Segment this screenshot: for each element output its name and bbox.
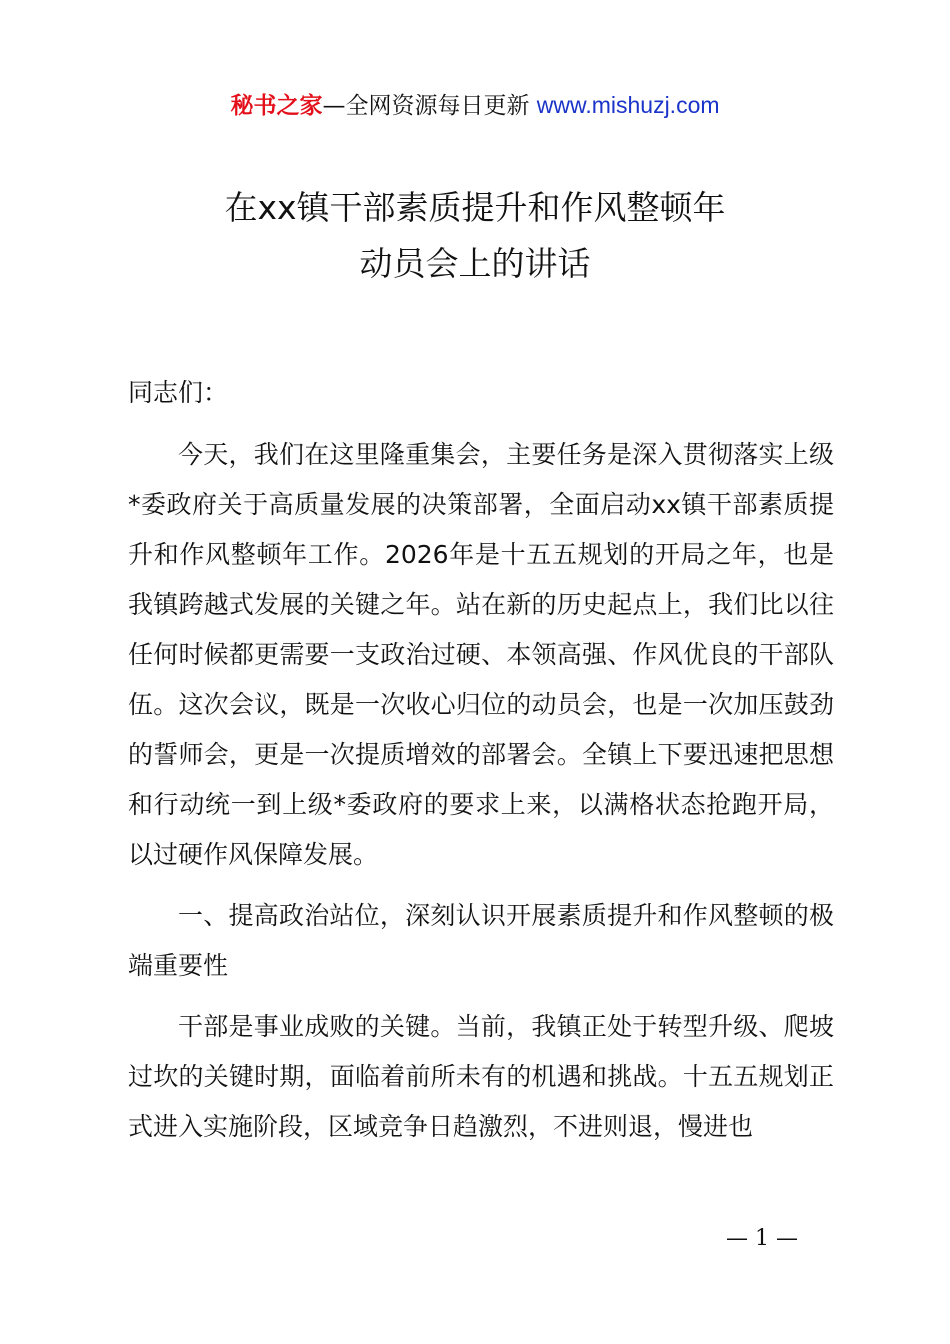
document-body bbox=[128, 368, 834, 1163]
paragraph-intro: 今天，我们在这里隆重集会，主要任务是深入贯彻落实上级*委政府关于高质量发展的决策部署，全面启动xx镇干部素质提升和作风整顿年工作。2026年是十五五规划的开局之年，也是我镇跨越式发展的关键之年。站在新的历史起点上，我们比以往任何时候都更需要一支政治过硬、本领高强、作风优良的干部队伍。这次会议，既是一次收心归位的动员会，也是一次加压鼓劲的誓师会，更是一次提质增效的部署会。全镇上下要迅速把思想和行动统一到上级*委政府的要求上来，以满格状态抢跑开局，以过硬作风保障发展。 bbox=[128, 440, 834, 869]
site-url-link[interactable]: www.mishuzj.com bbox=[536, 92, 720, 118]
page-number: — 1 — bbox=[726, 1226, 798, 1251]
site-brand: 秘书之家 bbox=[230, 93, 323, 119]
section-heading-1: 一、提高政治站位，深刻认识开展素质提升和作风整顿的极端重要性 bbox=[128, 901, 834, 980]
salutation: 同志们： bbox=[128, 378, 229, 407]
title-line-1: 在xx镇干部素质提升和作风整顿年 bbox=[224, 188, 726, 227]
document-title bbox=[0, 180, 950, 292]
site-header bbox=[0, 88, 950, 123]
site-tagline: —全网资源每日更新 bbox=[322, 93, 537, 119]
title-line-2: 动员会上的讲话 bbox=[359, 244, 591, 283]
paragraph-section-1: 干部是事业成败的关键。当前，我镇正处于转型升级、爬坡过坎的关键时期，面临着前所未有的机遇和挑战。十五五规划正式进入实施阶段，区域竞争日趋激烈，不进则退，慢进也 bbox=[128, 1012, 834, 1141]
